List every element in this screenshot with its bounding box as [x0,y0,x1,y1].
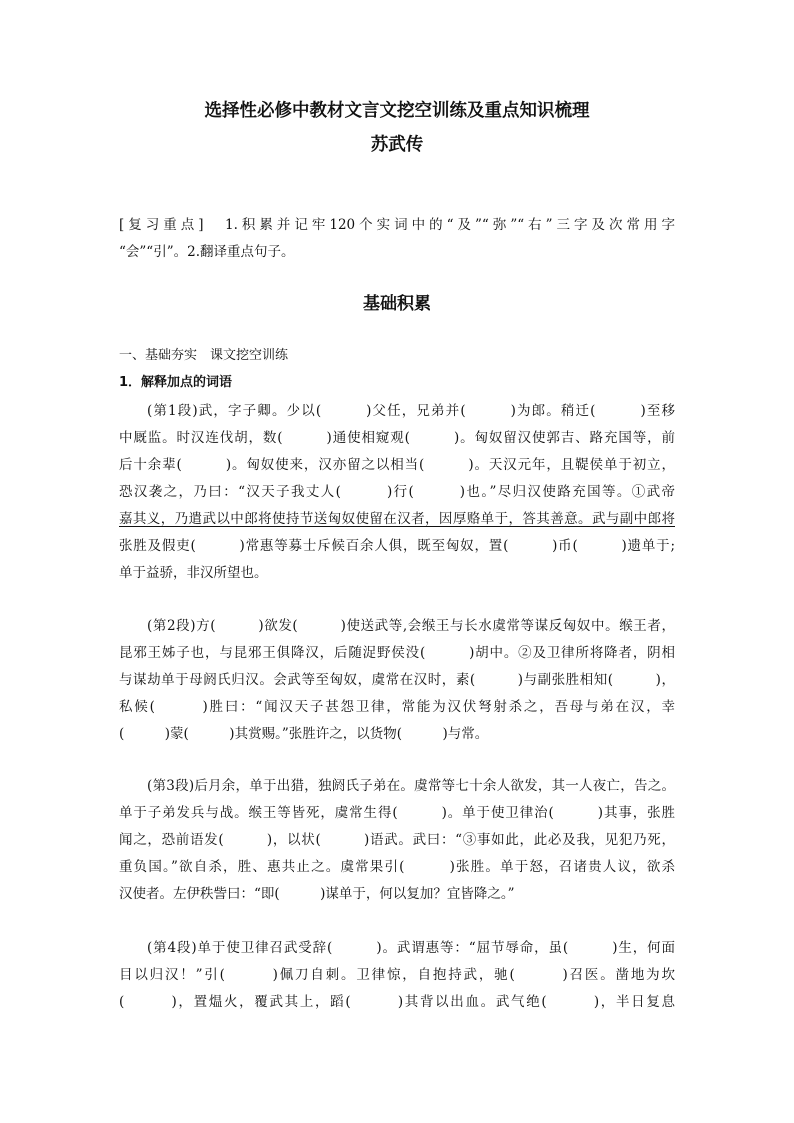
paragraph-line: ( )，置煴火，覆武其上，蹈( )其背以出血。武气绝( )，半日复息 [119,994,675,1010]
paragraph-line: 恐汉袭之，乃曰：“汉天子我丈人( )行( )也。”尽归汉使路充国等。①武帝 [119,484,675,500]
heading-basic-training: 一、基础夯实 课文挖空训练 [119,348,289,363]
paragraph-line: 昆邪王姊子也，与昆邪王俱降汉，后随浞野侯没( )胡中。②及卫律所将降者，阴相 [119,645,675,661]
paragraph-line: 闻之，恐前语发( )，以状( )语武。武曰：“③事如此，此必及我，见犯乃死， [119,832,675,848]
paragraph-line: 与谋劫单于母阏氏归汉。会武等至匈奴，虞常在汉时，素( )与副张胜相知( )， [119,672,675,688]
paragraph-1 [119,398,675,587]
section-title: 基础积累 [363,294,431,314]
paragraph-line: (第3段)后月余，单于出猎，独阏氏子弟在。虞常等七十余人欲发，其一人夜亡，告之。 [147,778,675,794]
exercise-headings [119,342,675,396]
paragraph-line: 私候( )胜曰：“闻汉天子甚怨卫律，常能为汉伏弩射杀之，吾母与弟在汉，幸 [119,699,675,715]
paragraph-line: (第4段)单于使卫律召武受辞( )。武谓惠等：“屈节辱命，虽( )生，何面 [147,940,675,956]
paragraph-line: ( )蒙( )其赏赐。”张胜许之，以货物( )与常。 [119,726,489,742]
review-line-1: [复习重点] 1.积累并记牢120个实词中的“及”“弥”“右”三字及次常用字 [119,217,675,233]
paragraph-line: (第1段)武，字子卿。少以( )父任，兄弟并( )为郎。稍迁( )至移 [147,403,675,419]
paragraph-4 [119,935,675,1016]
heading-explain-words: 1．解释加点的词语 [119,375,233,390]
paragraph-line: 单于子弟发兵与战。缑王等皆死，虞常生得( )。单于使卫律治( )其事，张胜 [119,805,675,821]
key-sentence-1: 嘉其义，乃遣武以中郎将使持节送匈奴使留在汉者，因厚赂单于，答其善意。武与副中郎将 [119,511,675,527]
paragraph-line: 重负国。”欲自杀，胜、惠共止之。虞常果引( )张胜。单于怒，召诸贵人议，欲杀 [119,859,675,875]
paragraph-line: 目以归汉！”引( )佩刀自刺。卫律惊，自抱持武，驰( )召医。凿地为坎 [119,967,675,983]
document-subtitle: 苏武传 [370,135,424,155]
review-line-2: “会”“引”。2.翻译重点句子。 [119,244,295,260]
paragraph-line: 中厩监。时汉连伐胡，数( )通使相窥观( )。匈奴留汉使郭吉、路充国等，前 [119,430,675,446]
paragraph-line: 张胜及假吏( )常惠等募士斥候百余人俱，既至匈奴，置( )币( )遗单于; [119,538,675,554]
paragraph-3 [119,773,675,908]
paragraph-line: 单于益骄，非汉所望也。 [119,565,268,581]
review-points [119,212,675,266]
paragraph-line: 后十余辈( )。匈奴使来，汉亦留之以相当( )。天汉元年，且鞮侯单于初立， [119,457,675,473]
document-title: 选择性必修中教材文言文挖空训练及重点知识梳理 [204,101,590,121]
paragraph-2 [119,613,675,748]
paragraph-line: (第2段)方( )欲发( )使送武等,会缑王与长水虞常等谋反匈奴中。缑王者， [147,618,675,634]
paragraph-line: 汉使者。左伊秩訾曰：“即( )谋单于，何以复加？宜皆降之。” [119,886,515,902]
